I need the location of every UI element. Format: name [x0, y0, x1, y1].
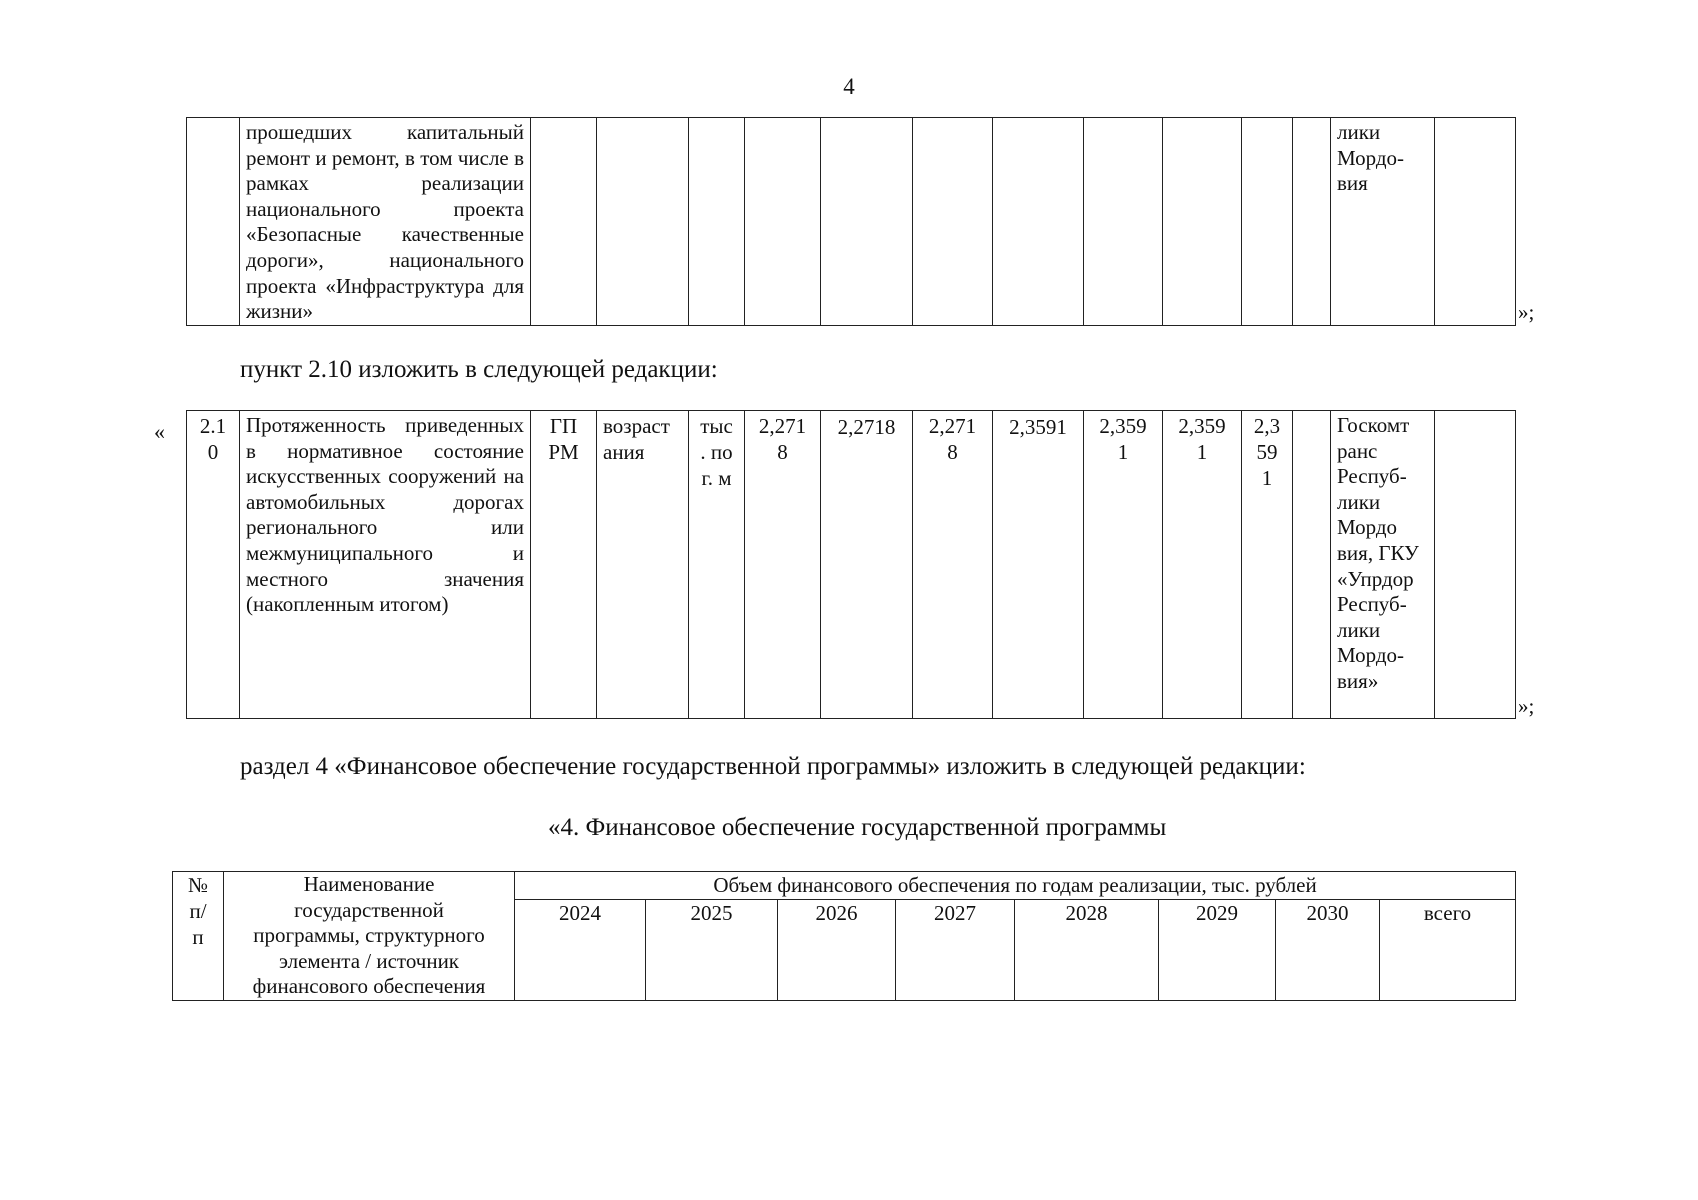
- closing-quote-2: »;: [1518, 694, 1535, 718]
- indicator-table-row-2-10: [186, 410, 1516, 719]
- cell-value-4: 2,3591: [993, 411, 1084, 719]
- cell-value-6: 2,359 1: [1163, 411, 1242, 719]
- col-header-year-2029: 2029: [1159, 900, 1276, 1001]
- col-header-year-2027: 2027: [896, 900, 1015, 1001]
- opening-quote: «: [154, 419, 165, 444]
- cell-row-number: 2.1 0: [187, 411, 240, 719]
- cell-value-3: 2,271 8: [913, 411, 993, 719]
- cell-value-7: 2,3 59 1: [1242, 411, 1293, 719]
- col-header-year-2028: 2028: [1015, 900, 1159, 1001]
- col-header-year-2025: 2025: [646, 900, 778, 1001]
- cell-value-5: 2,359 1: [1084, 411, 1163, 719]
- col-header-year-2024: 2024: [515, 900, 646, 1001]
- col-header-number: № п/ п: [173, 872, 224, 1001]
- cell-unit: тыс . по г. м: [689, 411, 745, 719]
- section-title: «4. Финансовое обеспечение государственной программы: [548, 814, 1167, 841]
- cell-value-2: 2,2718: [821, 411, 913, 719]
- page-number: 4: [843, 74, 855, 99]
- cell-direction: возраст ания: [597, 411, 689, 719]
- cell-responsible: Госкомт ранс Респуб-лики Мордо вия, ГКУ «Упрдор Респуб-лики Мордо-вия»: [1331, 411, 1435, 719]
- col-header-year-2026: 2026: [778, 900, 896, 1001]
- paragraph-amend-section-4: раздел 4 «Финансовое обеспечение государственной программы» изложить в следующей редакции:: [240, 753, 1306, 780]
- financial-table: [172, 871, 1516, 1001]
- cell-indicator-name: прошедших капитальный ремонт и ремонт, в том числе в рамках реализации национального проекта «Безопасные качественные дороги», национального проекта «Инфраструктура для жизни»: [240, 118, 531, 326]
- cell-indicator-name: Протяженность приведенных в нормативное состояние искусственных сооружений на автомобильных дорогах регионального или межмуниципального и местного значения (накопленным итогом): [240, 411, 531, 719]
- cell-responsible: лики Мордо-вия: [1331, 118, 1435, 326]
- cell-level: ГП РМ: [531, 411, 597, 719]
- col-header-total: всего: [1380, 900, 1516, 1001]
- col-header-funding-group: Объем финансового обеспечения по годам реализации, тыс. рублей: [515, 872, 1516, 900]
- cell-value-1: 2,271 8: [745, 411, 821, 719]
- closing-quote: »;: [1518, 300, 1535, 324]
- col-header-year-2030: 2030: [1276, 900, 1380, 1001]
- paragraph-amend-2-10: пункт 2.10 изложить в следующей редакции:: [240, 356, 718, 383]
- col-header-name: Наименование государственной программы, структурного элемента / источник финансового обеспечения: [224, 872, 515, 1001]
- indicator-table-continuation: [186, 117, 1516, 326]
- cell-num: [187, 118, 240, 326]
